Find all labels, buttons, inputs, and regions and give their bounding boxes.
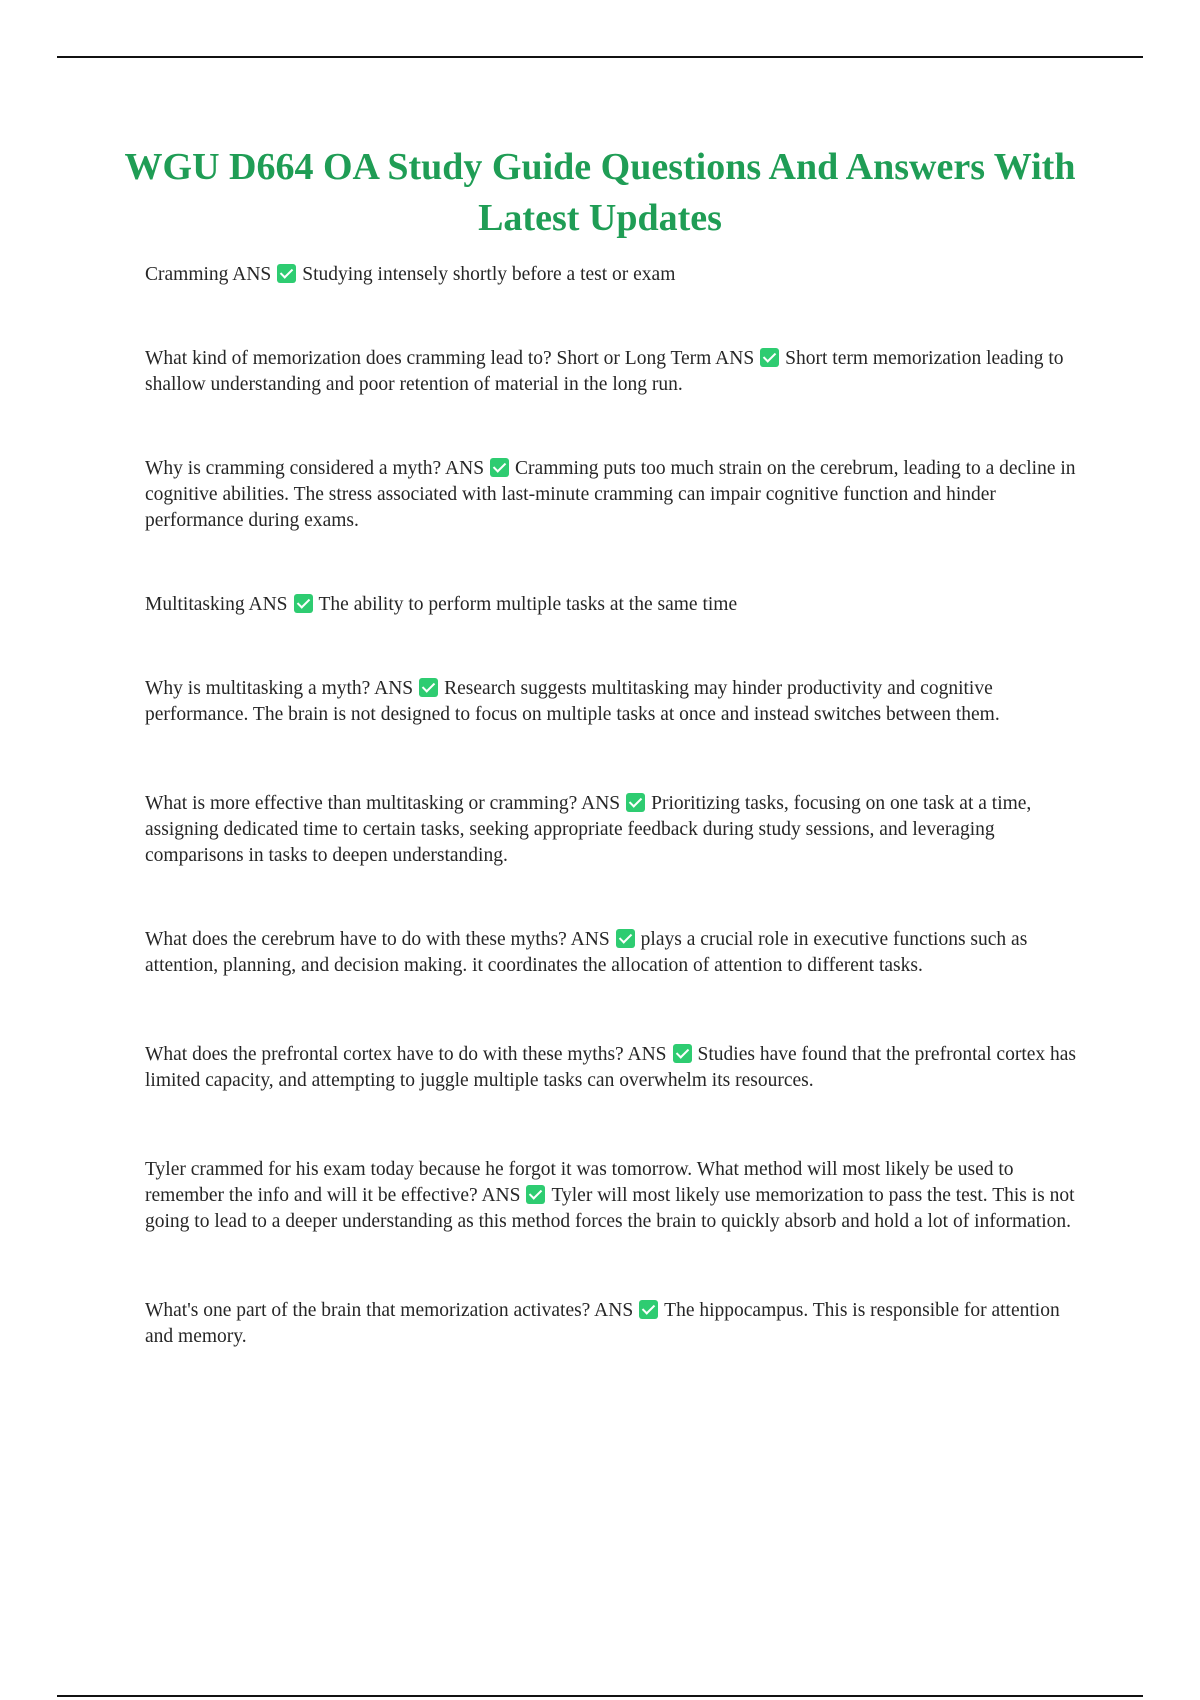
question: Why is multitasking a myth? — [145, 678, 371, 699]
question: Cramming — [145, 264, 229, 285]
question: What's one part of the brain that memorization activates? — [145, 1300, 591, 1321]
qa-item-7 — [145, 927, 1090, 979]
question: What is more effective than multitasking or cramming? — [145, 793, 578, 814]
check-mark-icon — [626, 793, 645, 812]
answer-marker: ANS — [445, 458, 485, 479]
answer: Cramming puts too much strain on the cerebrum, leading to a decline in cognitive abilities. The stress associated with last-minute cramming can impair cognitive function and hinder performance during exams. — [145, 458, 1076, 531]
question: Tyler crammed for his exam today because he forgot it was tomorrow. What method will most likely be used to remember the info and will it be effective? — [145, 1159, 1014, 1206]
answer-marker: ANS — [481, 1185, 521, 1206]
answer: plays a crucial role in executive functions such as attention, planning, and decision making. it coordinates the allocation of attention to different tasks. — [145, 929, 1028, 976]
answer-marker: ANS — [715, 348, 755, 369]
answer: Studying intensely shortly before a test or exam — [302, 264, 676, 285]
answer: Research suggests multitasking may hinder productivity and cognitive performance. The brain is not designed to focus on multiple tasks at once and instead switches between them. — [145, 678, 1000, 725]
qa-item-8 — [145, 1042, 1090, 1094]
check-mark-icon — [673, 1044, 692, 1063]
question: What kind of memorization does cramming lead to? Short or Long Term — [145, 348, 712, 369]
answer: The ability to perform multiple tasks at the same time — [318, 594, 738, 615]
top-rule — [57, 56, 1143, 58]
bottom-rule — [57, 1695, 1143, 1697]
answer: Short term memorization leading to shallow understanding and poor retention of material in the long run. — [145, 348, 1064, 395]
check-mark-icon — [639, 1300, 658, 1319]
answer: Studies have found that the prefrontal cortex has limited capacity, and attempting to juggle multiple tasks can overwhelm its resources. — [145, 1044, 1077, 1091]
check-mark-icon — [419, 678, 438, 697]
question: What does the cerebrum have to do with these myths? — [145, 929, 567, 950]
check-mark-icon — [294, 594, 313, 613]
qa-item-6 — [145, 791, 1090, 869]
qa-item-9 — [145, 1157, 1090, 1235]
answer: The hippocampus. This is responsible for attention and memory. — [145, 1300, 1060, 1347]
check-mark-icon — [760, 348, 779, 367]
answer-marker: ANS — [627, 1044, 667, 1065]
answer-marker: ANS — [594, 1300, 634, 1321]
answer-marker: ANS — [232, 264, 272, 285]
qa-item-1 — [145, 262, 1090, 288]
answer-marker: ANS — [570, 929, 610, 950]
qa-item-2 — [145, 346, 1090, 398]
qa-item-10 — [145, 1298, 1090, 1350]
answer: Prioritizing tasks, focusing on one task at a time, assigning dedicated time to certain tasks, seeking appropriate feedback during study sessions, and leveraging comparisons in tasks to deepen understanding. — [145, 793, 1032, 866]
question: What does the prefrontal cortex have to do with these myths? — [145, 1044, 624, 1065]
answer-marker: ANS — [374, 678, 414, 699]
question: Multitasking — [145, 594, 245, 615]
page-title: WGU D664 OA Study Guide Questions And Answers With Latest Updates — [124, 146, 1076, 239]
answer: Tyler will most likely use memorization to pass the test. This is not going to lead to a deeper understanding as this method forces the brain to quickly absorb and hold a lot of information. — [145, 1185, 1075, 1232]
check-mark-icon — [490, 458, 509, 477]
answer-marker: ANS — [581, 793, 621, 814]
check-mark-icon — [616, 929, 635, 948]
qa-list — [145, 262, 1090, 1413]
qa-item-3 — [145, 456, 1090, 534]
answer-marker: ANS — [248, 594, 288, 615]
check-mark-icon — [277, 264, 296, 283]
question: Why is cramming considered a myth? — [145, 458, 442, 479]
qa-item-5 — [145, 676, 1090, 728]
qa-item-4 — [145, 592, 1090, 618]
check-mark-icon — [526, 1185, 545, 1204]
